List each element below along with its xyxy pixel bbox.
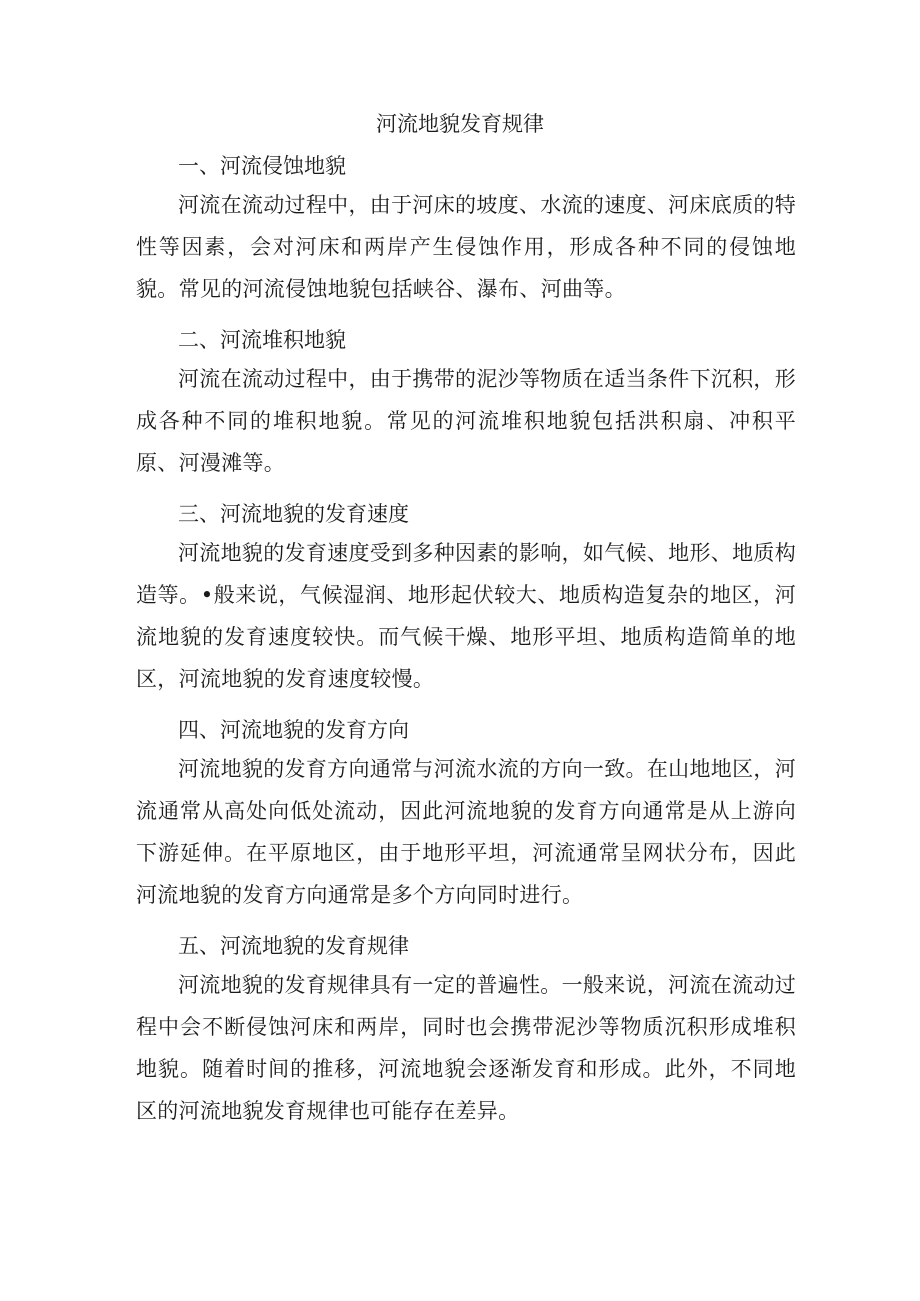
section-heading: 三、河流地貌的发育速度 xyxy=(178,502,409,526)
section-paragraph: 河流地貌的发育方向通常与河流水流的方向一致。在山地地区，河流通常从高处向低处流动，因此河流地貌的发育方向通常是从上游向下游延伸。在平原地区，由于地形平坦，河流通常呈网状分布，因此河流地貌的发育方向通常是多个方向同时进行。 xyxy=(136,757,796,907)
document-title: 河流地貌发育规律 xyxy=(376,112,544,136)
section-deposition-landforms xyxy=(136,322,796,484)
section-development-patterns xyxy=(136,928,796,1132)
section-heading: 四、河流地貌的发育方向 xyxy=(178,718,409,742)
section-paragraph: 河流地貌的发育速度受到多种因素的影响，如气候、地形、地质构造等。•般来说，气候湿润、地形起伏较大、地质构造复杂的地区，河流地貌的发育速度较快。而气候干燥、地形平坦、地质构造简单的地区，河流地貌的发育速度较慢。 xyxy=(136,541,796,691)
section-paragraph: 河流在流动过程中，由于河床的坡度、水流的速度、河床底质的特性等因素，会对河床和两岸产生侵蚀作用，形成各种不同的侵蚀地貌。常见的河流侵蚀地貌包括峡谷、瀑布、河曲等。 xyxy=(136,193,796,301)
section-heading: 二、河流堆积地貌 xyxy=(178,328,346,352)
section-heading: 一、河流侵蚀地貌 xyxy=(178,154,346,178)
section-paragraph: 河流地貌的发育规律具有一定的普遍性。一般来说，河流在流动过程中会不断侵蚀河床和两岸，同时也会携带泥沙等物质沉积形成堆积地貌。随着时间的推移，河流地貌会逐渐发育和形成。此外，不同地区的河流地貌发育规律也可能存在差异。 xyxy=(136,973,796,1123)
section-heading: 五、河流地貌的发育规律 xyxy=(178,934,409,958)
section-development-direction xyxy=(136,712,796,916)
document-body xyxy=(136,148,796,1144)
section-paragraph: 河流在流动过程中，由于携带的泥沙等物质在适当条件下沉积，形成各种不同的堆积地貌。常见的河流堆积地貌包括洪积扇、冲积平原、河漫滩等。 xyxy=(136,367,796,475)
section-erosion-landforms xyxy=(136,148,796,310)
section-development-speed xyxy=(136,496,796,700)
